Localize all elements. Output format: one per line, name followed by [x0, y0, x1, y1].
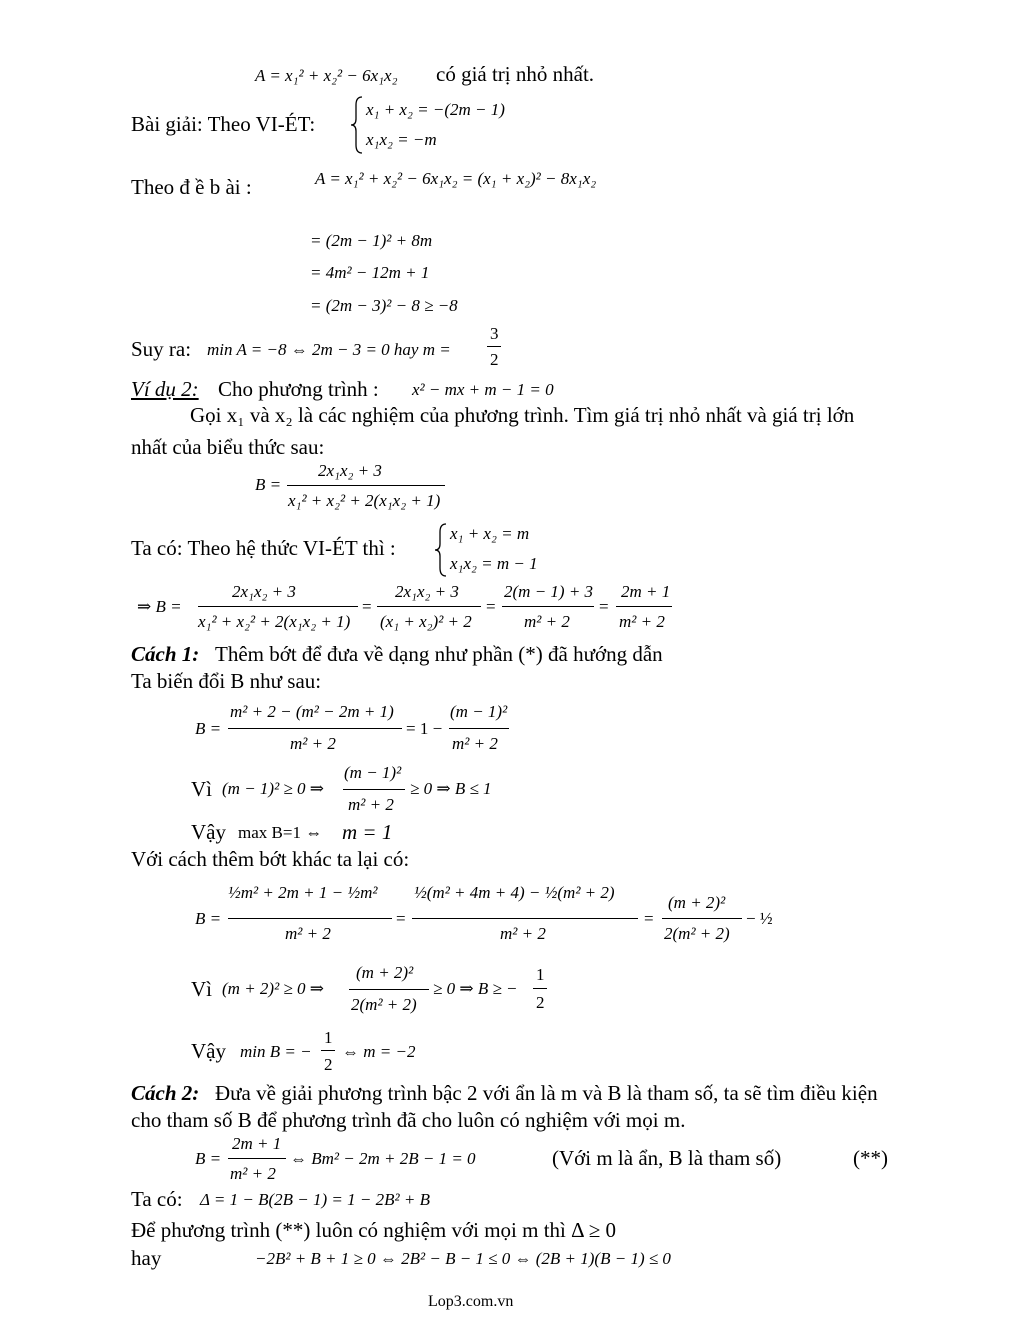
fraction-bar [487, 346, 501, 347]
c2-den: m² + 2 [230, 1164, 276, 1183]
vay1-math: max B=1 ⇔ [238, 823, 323, 842]
c2-note: (Với m là ẩn, B là tham số) [552, 1146, 782, 1170]
delta-intro: Ta có: [131, 1187, 183, 1211]
paragraph-line-2: nhất của biểu thức sau: [131, 435, 325, 459]
k-num-3: (m + 2)² [668, 893, 726, 912]
equals-sign: = [644, 909, 654, 928]
method-1-text: Thêm bớt để đưa về dạng như phần (*) đã hướng dẫn [215, 642, 663, 666]
brace-system-2 [434, 522, 448, 578]
fraction-bar [449, 728, 509, 729]
vieta-sum: x₁ + x₂ = −(2m − 1) [366, 100, 505, 119]
so-label-2: Vậy [191, 1039, 226, 1063]
k-den-2: m² + 2 [500, 924, 546, 943]
fraction-bar [502, 606, 594, 607]
vi1-right: ≥ 0 ⇒ B ≤ 1 [410, 779, 492, 798]
equals-sign: = [362, 597, 372, 616]
vieta-product: x₁x₂ = −m [366, 130, 437, 149]
chain-den-1: x₁² + x₂² + 2(x₁x₂ + 1) [198, 612, 351, 631]
fraction-bar [228, 728, 402, 729]
frac-numerator: 3 [490, 324, 499, 343]
eq-A-definition: A = x₁² + x₂² − 6x₁x₂ [255, 66, 398, 85]
chain-den-2: (x₁ + x₂)² + 2 [380, 612, 472, 631]
equals-sign: = [599, 597, 609, 616]
c2-lhs: B = [195, 1149, 222, 1168]
vi2-den: 2(m² + 2) [351, 995, 417, 1014]
vi2-frac-den: 2 [536, 993, 545, 1012]
fraction-bar [412, 918, 638, 919]
fraction-bar [533, 988, 547, 989]
fraction-bar [377, 606, 481, 607]
vieta2-product: x₁x₂ = m − 1 [450, 554, 538, 573]
vi2-left: (m + 2)² ≥ 0 ⇒ [222, 979, 324, 998]
frac-denominator: 2 [490, 350, 499, 369]
eq-A-step1: = (2m − 1)² + 8m [310, 231, 433, 250]
k-den-3: 2(m² + 2) [664, 924, 730, 943]
vay2-frac-den: 2 [324, 1055, 333, 1074]
fraction-bar [228, 918, 392, 919]
chain-lhs: ⇒ B = [137, 597, 182, 616]
hay-label: hay [131, 1246, 162, 1270]
method-1-label: Cách 1: [131, 642, 200, 666]
therefore-label: Suy ra: [131, 337, 192, 361]
example-2-text: Cho phương trình : [218, 377, 379, 401]
eq-A-step3: = (2m − 3)² − 8 ≥ −8 [310, 296, 458, 315]
c1-den-1: m² + 2 [290, 734, 336, 753]
B-denominator: x₁² + x₂² + 2(x₁x₂ + 1) [288, 491, 441, 510]
fraction-bar [287, 485, 445, 486]
c2-num: 2m + 1 [232, 1134, 282, 1153]
c2-equation: ⇔ Bm² − 2m + 2B − 1 = 0 [290, 1149, 476, 1168]
delta-equation: Δ = 1 − B(2B − 1) = 1 − 2B² + B [200, 1190, 430, 1209]
other-way-intro: Với cách thêm bớt khác ta lại có: [131, 847, 410, 871]
transform-intro: Ta biến đổi B như sau: [131, 669, 322, 693]
chain-num-4: 2m + 1 [621, 582, 671, 601]
chain-den-3: m² + 2 [524, 612, 570, 631]
B-lhs: B = [255, 475, 282, 494]
method-2-text-2: cho tham số B để phương trình đã cho luôn có nghiệm với mọi m. [131, 1108, 686, 1132]
chain-den-4: m² + 2 [619, 612, 665, 631]
k-den-1: m² + 2 [285, 924, 331, 943]
eq-A-step2: = 4m² − 12m + 1 [310, 263, 430, 282]
hay-equation: −2B² + B + 1 ≥ 0 ⇔ 2B² − B − 1 ≤ 0 ⇔ (2B + 1)(B − 1) ≤ 0 [255, 1249, 671, 1268]
method-2-label: Cách 2: [131, 1081, 200, 1105]
since-label-1: Vì [191, 777, 212, 801]
vi2-num: (m + 2)² [356, 963, 414, 982]
chain-num-1: 2x₁x₂ + 3 [232, 582, 296, 601]
fraction-bar [349, 989, 429, 990]
k-lhs: B = [195, 909, 222, 928]
k-tail: − ½ [746, 909, 773, 928]
vay2-tail: ⇔ m = −2 [342, 1042, 416, 1061]
c1-den-2: m² + 2 [452, 734, 498, 753]
fraction-bar [662, 918, 742, 919]
brace-system-1 [350, 95, 364, 155]
by-problem-label: Theo đ ề b ài : [131, 175, 252, 199]
example-2-label: Ví dụ 2: [131, 377, 199, 401]
vi1-den: m² + 2 [348, 795, 394, 814]
chain-num-2: 2x₁x₂ + 3 [395, 582, 459, 601]
equals-sign: = [486, 597, 496, 616]
fraction-bar [616, 606, 672, 607]
vay2-frac-num: 1 [324, 1028, 333, 1047]
vay2-math: min B = − [240, 1042, 312, 1061]
vi2-right: ≥ 0 ⇒ B ≥ − [433, 979, 518, 998]
vieta2-sum: x₁ + x₂ = m [450, 524, 530, 543]
eq-A-expansion: A = x₁² + x₂² − 6x₁x₂ = (x₁ + x₂)² − 8x₁x₂ [315, 169, 597, 188]
eq-min-A: min A = −8 ⇔ 2m − 3 = 0 hay m = [207, 340, 451, 359]
example-2-equation: x² − mx + m − 1 = 0 [412, 380, 554, 399]
fraction-bar [198, 606, 358, 607]
so-label-1: Vậy [191, 820, 226, 844]
chain-num-3: 2(m − 1) + 3 [504, 582, 594, 601]
vi2-frac-num: 1 [536, 965, 545, 984]
vay1-m: m = 1 [342, 820, 393, 844]
vi1-num: (m − 1)² [344, 763, 402, 782]
condition-text: Để phương trình (**) luôn có nghiệm với mọi m thì Δ ≥ 0 [131, 1218, 616, 1242]
B-numerator: 2x₁x₂ + 3 [318, 461, 382, 480]
vieta-intro: Ta có: Theo hệ thức VI-ÉT thì : [131, 536, 396, 560]
solution-label: Bài giải: Theo VI-ÉT: [131, 112, 316, 136]
fraction-bar [343, 789, 405, 790]
c2-tag: (**) [853, 1146, 888, 1170]
vi1-left: (m − 1)² ≥ 0 ⇒ [222, 779, 324, 798]
fraction-bar [321, 1050, 335, 1051]
k-num-2: ½(m² + 4m + 4) − ½(m² + 2) [414, 883, 615, 902]
k-num-1: ½m² + 2m + 1 − ½m² [228, 883, 378, 902]
since-label-2: Vì [191, 977, 212, 1001]
equals-sign: = [396, 909, 406, 928]
c1-mid: = 1 − [406, 719, 443, 738]
footer-site: Lop3.com.vn [428, 1293, 514, 1310]
text-min-value: có giá trị nhỏ nhất. [436, 62, 595, 86]
paragraph-line-1: Gọi x₁ và x₂ là các nghiệm của phương trình. Tìm giá trị nhỏ nhất và giá trị lớn [190, 403, 855, 427]
c1-lhs: B = [195, 719, 222, 738]
fraction-bar [228, 1158, 286, 1159]
method-2-text: Đưa về giải phương trình bậc 2 với ẩn là m và B là tham số, ta sẽ tìm điều kiện [215, 1081, 878, 1105]
c1-num-2: (m − 1)² [450, 702, 508, 721]
c1-num-1: m² + 2 − (m² − 2m + 1) [230, 702, 394, 721]
